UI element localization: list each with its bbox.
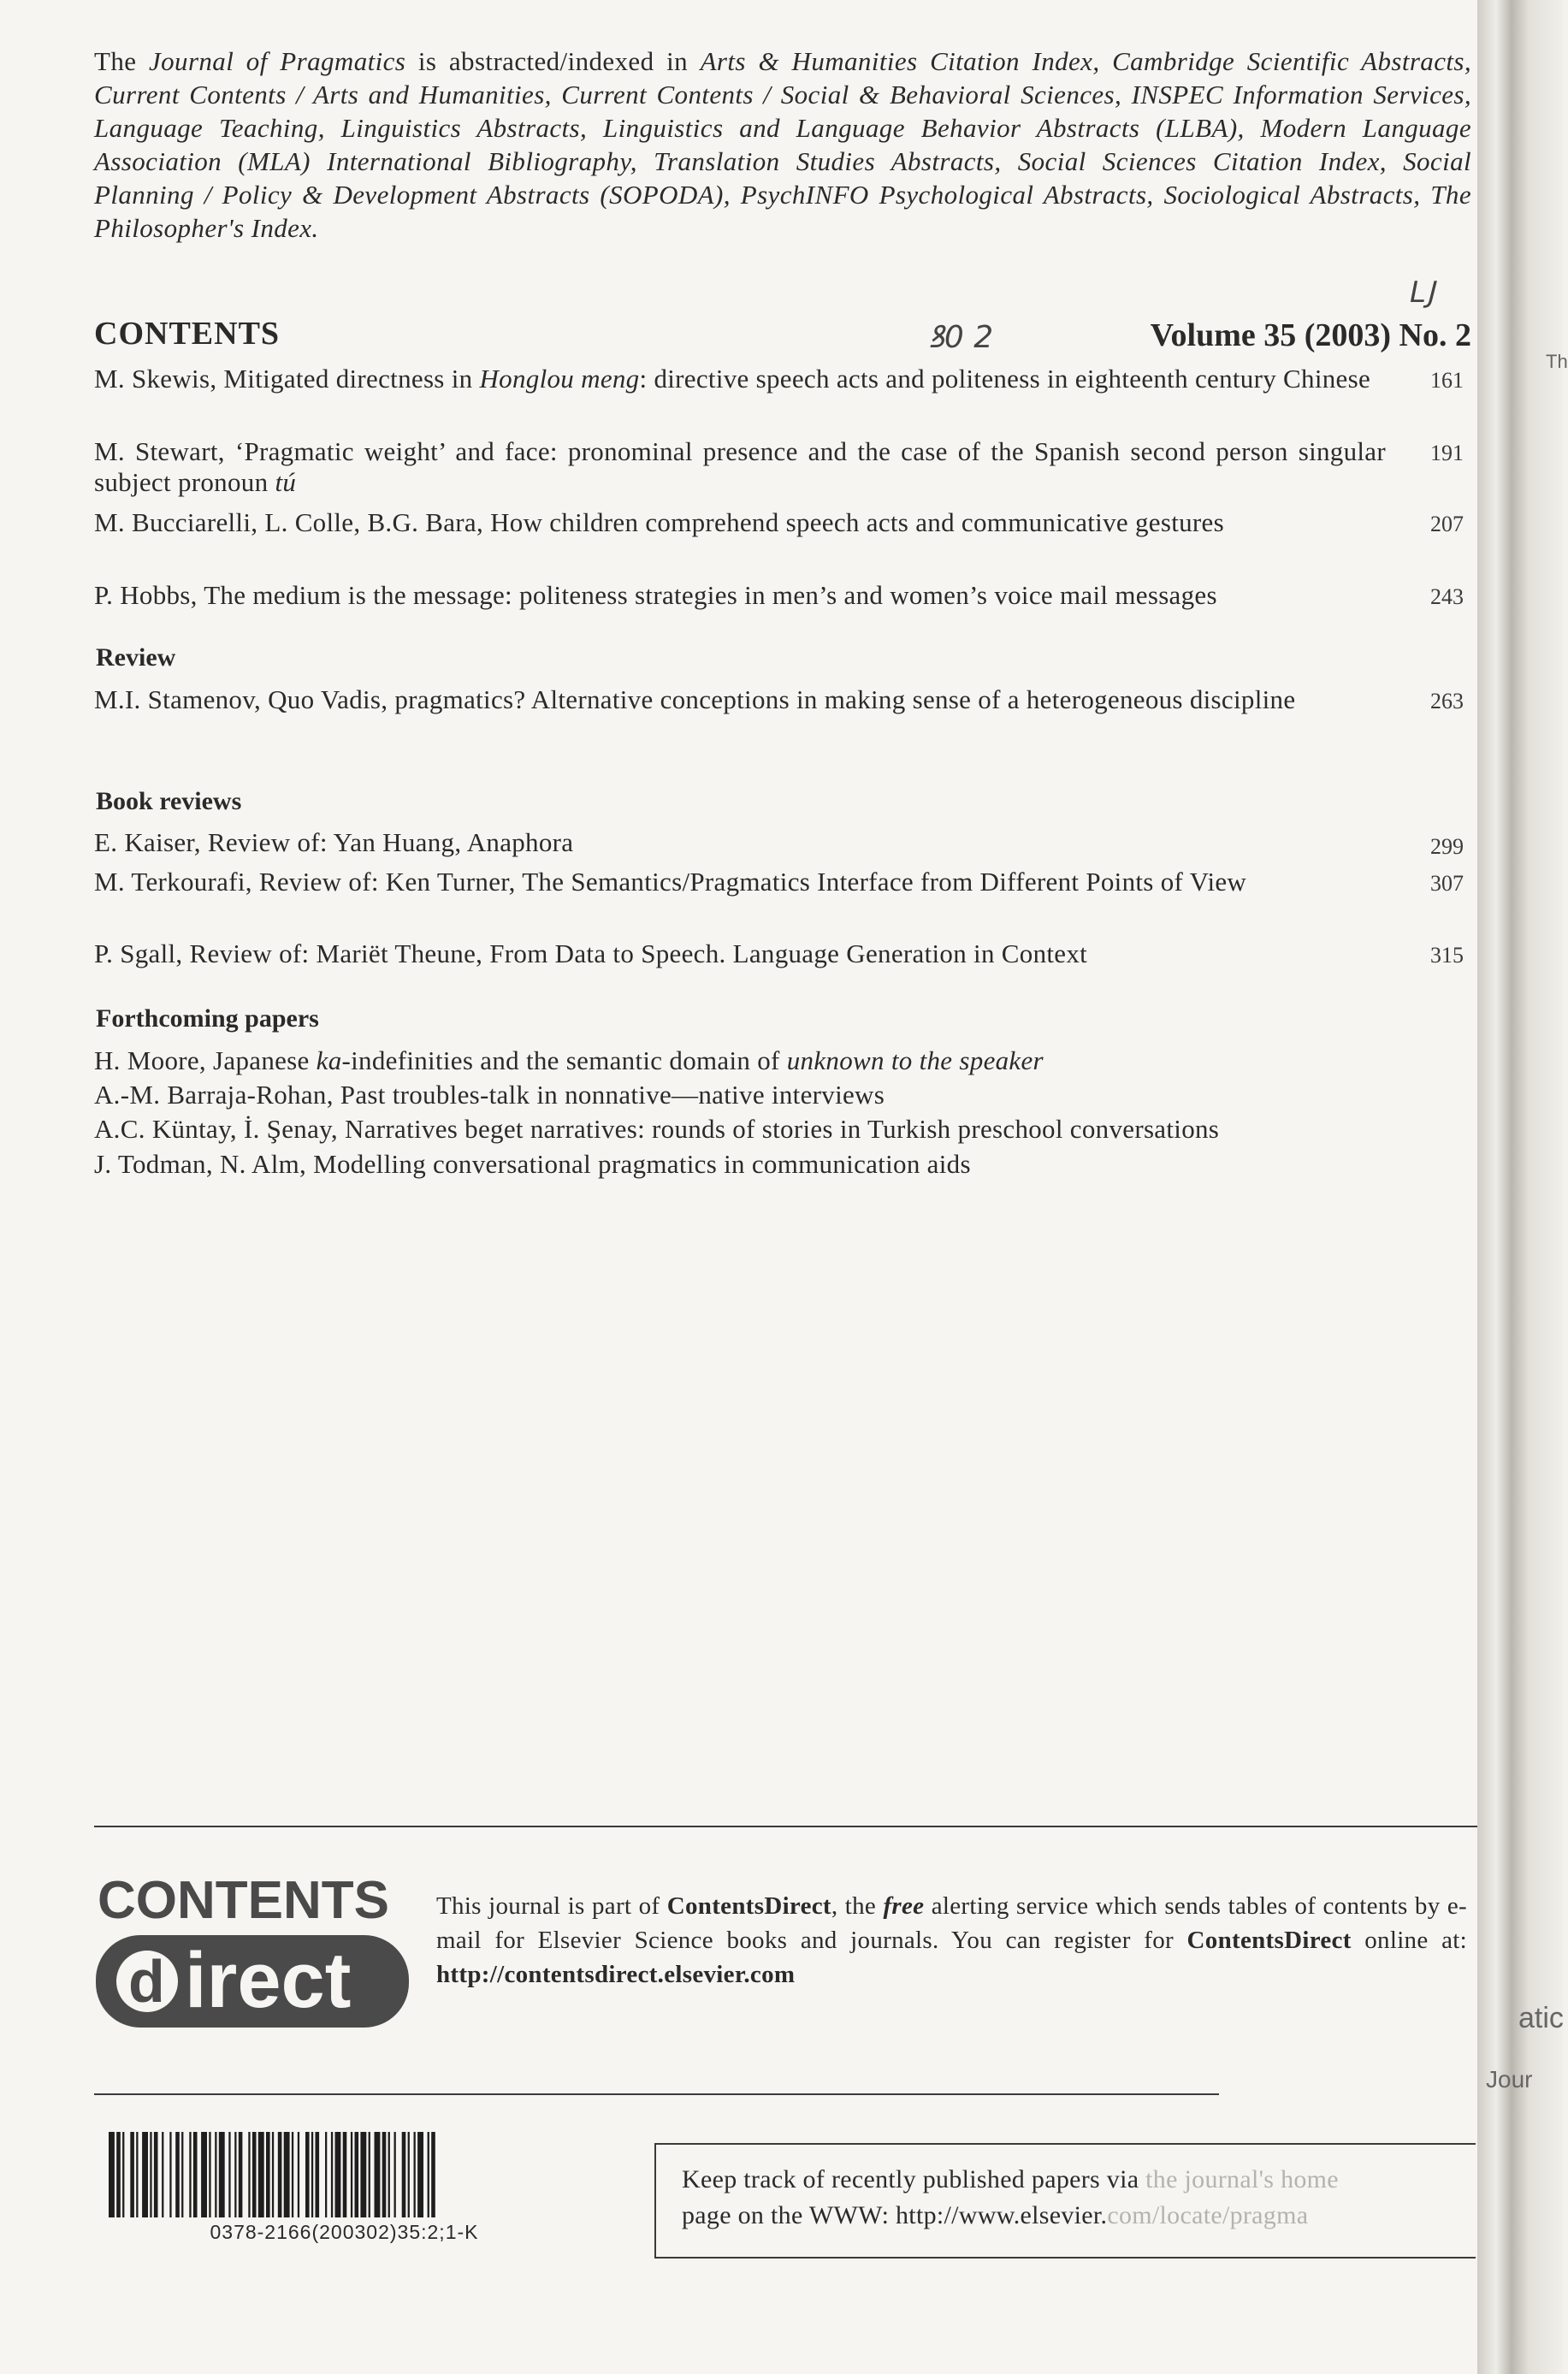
book-reviews-heading: Book reviews bbox=[96, 787, 242, 815]
contents-title: CONTENTS bbox=[94, 316, 281, 352]
article-entry: M. Bucciarelli, L. Colle, B.G. Bara, How children comprehend speech acts and communicative gestures bbox=[94, 507, 1224, 537]
barcode-bar bbox=[417, 2132, 423, 2217]
book-review-entry: M. Terkourafi, Review of: Ken Turner, The Semantics/Pragmatics Interface from Different Points of View bbox=[94, 867, 1247, 897]
barcode-bar bbox=[343, 2132, 347, 2217]
barcode-bar bbox=[181, 2132, 183, 2217]
barcode-bar bbox=[248, 2132, 250, 2217]
barcode bbox=[107, 2132, 582, 2217]
barcode-bar bbox=[266, 2132, 270, 2217]
forthcoming-heading: Forthcoming papers bbox=[96, 1004, 319, 1033]
barcode-bar bbox=[175, 2132, 180, 2217]
page-number: 315 bbox=[1430, 943, 1464, 968]
barcode-bar bbox=[109, 2132, 115, 2217]
intro-text: The bbox=[94, 46, 149, 76]
barcode-bar bbox=[209, 2132, 210, 2217]
barcode-bar bbox=[142, 2132, 148, 2217]
barcode-bar bbox=[189, 2132, 191, 2217]
spine-text: atic bbox=[1518, 2002, 1564, 2034]
barcode-bar bbox=[130, 2132, 134, 2217]
barcode-bar bbox=[305, 2132, 310, 2217]
forthcoming-entry: H. Moore, Japanese ka-indefinities and the semantic domain of unknown to the speaker bbox=[94, 1045, 1044, 1075]
barcode-bar bbox=[150, 2132, 151, 2217]
barcode-bar bbox=[162, 2132, 163, 2217]
barcode-bar bbox=[219, 2132, 225, 2217]
article-entry: M. Skewis, Mitigated directness in Honglou meng: directive speech acts and politeness in eighteenth century Chinese bbox=[94, 364, 1371, 394]
web-notice-text: Keep track of recently published papers via the journal's home page on the WWW: http://www.elsevier.com/locate/pragma bbox=[682, 2165, 1339, 2229]
barcode-bar bbox=[193, 2132, 198, 2217]
review-entry: M.I. Stamenov, Quo Vadis, pragmatics? Alternative conceptions in making sense of a heterogeneous discipline bbox=[94, 684, 1296, 714]
barcode-bar bbox=[136, 2132, 138, 2217]
barcode-bar bbox=[116, 2132, 121, 2217]
volume-label: Volume 35 (2003) No. 2 bbox=[1150, 317, 1471, 353]
journal-name: Journal of Pragmatics bbox=[148, 46, 406, 76]
index-list: Arts & Humanities Citation Index, Cambridge Scientific Abstracts, Current Contents / Arts and Humanities, Current Contents / Social & Behavioral Sciences, INSPEC Information Services, Language Teaching, Linguistics Abstracts, Linguistics and Language Behavior Abstracts (LLBA), Modern Language Association (MLA) International Bibliography, Translation Studies Abstracts, Social Sciences Citation Index, Social Planning / Policy & Development Abstracts (SOPODA), PsychINFO Psychological Abstracts, Sociological Abstracts, The Philosopher's Index. bbox=[94, 46, 1471, 243]
barcode-bar bbox=[316, 2132, 320, 2217]
forthcoming-entry: A.C. Küntay, İ. Şenay, Narratives beget narratives: rounds of stories in Turkish preschool conversations bbox=[94, 1114, 1220, 1144]
barcode-bar bbox=[201, 2132, 207, 2217]
spine-text: Th bbox=[1546, 351, 1568, 372]
indexing-statement bbox=[94, 44, 1471, 245]
barcode-bar bbox=[375, 2132, 381, 2217]
barcode-bar bbox=[335, 2132, 341, 2217]
barcode-bar bbox=[239, 2132, 243, 2217]
barcode-bar bbox=[252, 2132, 257, 2217]
divider bbox=[94, 1826, 1477, 1827]
barcode-bar bbox=[369, 2132, 370, 2217]
page-number: 307 bbox=[1430, 871, 1464, 896]
barcode-bar bbox=[272, 2132, 274, 2217]
contents-direct-logo bbox=[94, 1865, 411, 2032]
divider bbox=[94, 2093, 1219, 2095]
barcode-bar bbox=[228, 2132, 230, 2217]
barcode-bar bbox=[298, 2132, 299, 2217]
forthcoming-entry: J. Todman, N. Alm, Modelling conversational pragmatics in communication aids bbox=[94, 1149, 971, 1179]
barcode-bar bbox=[431, 2132, 435, 2217]
page-number: 263 bbox=[1430, 689, 1464, 713]
barcode-bar bbox=[292, 2132, 293, 2217]
barcode-bar bbox=[215, 2132, 216, 2217]
barcode-bar bbox=[402, 2132, 406, 2217]
page-number: 207 bbox=[1430, 512, 1464, 536]
page-number: 243 bbox=[1430, 584, 1464, 609]
book-review-entry: E. Kaiser, Review of: Yan Huang, Anaphora bbox=[94, 827, 574, 857]
barcode-bar bbox=[355, 2132, 359, 2217]
contents-direct-url[interactable]: http://contentsdirect.elsevier.com bbox=[436, 1961, 796, 1988]
logo-top-text: CONTENTS bbox=[98, 1871, 389, 1930]
barcode-bar bbox=[428, 2132, 429, 2217]
contents-direct-blurb: This journal is part of ContentsDirect, the free alerting service which sends tables of contents by e-mail for Elsevier Science books and journals. You can register for ContentsDirect online at: http://contentsdirect.elsevier.com bbox=[436, 1892, 1467, 1988]
spine-text: Jour bbox=[1486, 2066, 1533, 2093]
barcode-bar bbox=[360, 2132, 366, 2217]
barcode-bar bbox=[234, 2132, 236, 2217]
barcode-bar bbox=[311, 2132, 313, 2217]
barcode-number: 0378-2166(200302)35:2;1-K bbox=[210, 2221, 479, 2243]
handwritten-mark: L𝖩 bbox=[1410, 275, 1435, 310]
forthcoming-entry: A.-M. Barraja-Rohan, Past troubles-talk in nonnative—native interviews bbox=[94, 1080, 885, 1110]
review-heading: Review bbox=[96, 643, 176, 672]
page-number: 161 bbox=[1430, 368, 1464, 393]
barcode-bar bbox=[394, 2132, 396, 2217]
barcode-bar bbox=[284, 2132, 290, 2217]
logo-bottom-text: irect bbox=[185, 1937, 352, 2024]
page-number: 191 bbox=[1430, 441, 1464, 465]
barcode-bar bbox=[258, 2132, 264, 2217]
contents-header bbox=[94, 315, 1471, 358]
page-number: 299 bbox=[1430, 834, 1464, 859]
barcode-bar bbox=[122, 2132, 124, 2217]
barcode-bar bbox=[388, 2132, 390, 2217]
barcode-bar bbox=[169, 2132, 171, 2217]
barcode-bar bbox=[382, 2132, 387, 2217]
article-entry: P. Hobbs, The medium is the message: politeness strategies in men’s and women’s voice mail messages bbox=[94, 580, 1217, 610]
intro-text: is abstracted/indexed in bbox=[405, 46, 701, 76]
web-notice-box bbox=[654, 2143, 1476, 2259]
article-entry: M. Stewart, ‘Pragmatic weight’ and face: pronominal presence and the case of the Spanish second person singular subject pronoun tú bbox=[94, 436, 1386, 497]
barcode-bar bbox=[325, 2132, 327, 2217]
logo-d: d bbox=[128, 1948, 165, 2015]
barcode-bar bbox=[408, 2132, 410, 2217]
barcode-bar bbox=[331, 2132, 333, 2217]
barcode-bar bbox=[278, 2132, 282, 2217]
book-review-entry: P. Sgall, Review of: Mariët Theune, From Data to Speech. Language Generation in Context bbox=[94, 938, 1088, 968]
barcode-bar bbox=[154, 2132, 158, 2217]
book-spine-edge bbox=[1477, 0, 1568, 2374]
barcode-bar bbox=[414, 2132, 416, 2217]
handwritten-note: ꝸ0 2 bbox=[928, 320, 994, 355]
barcode-bar bbox=[351, 2132, 352, 2217]
